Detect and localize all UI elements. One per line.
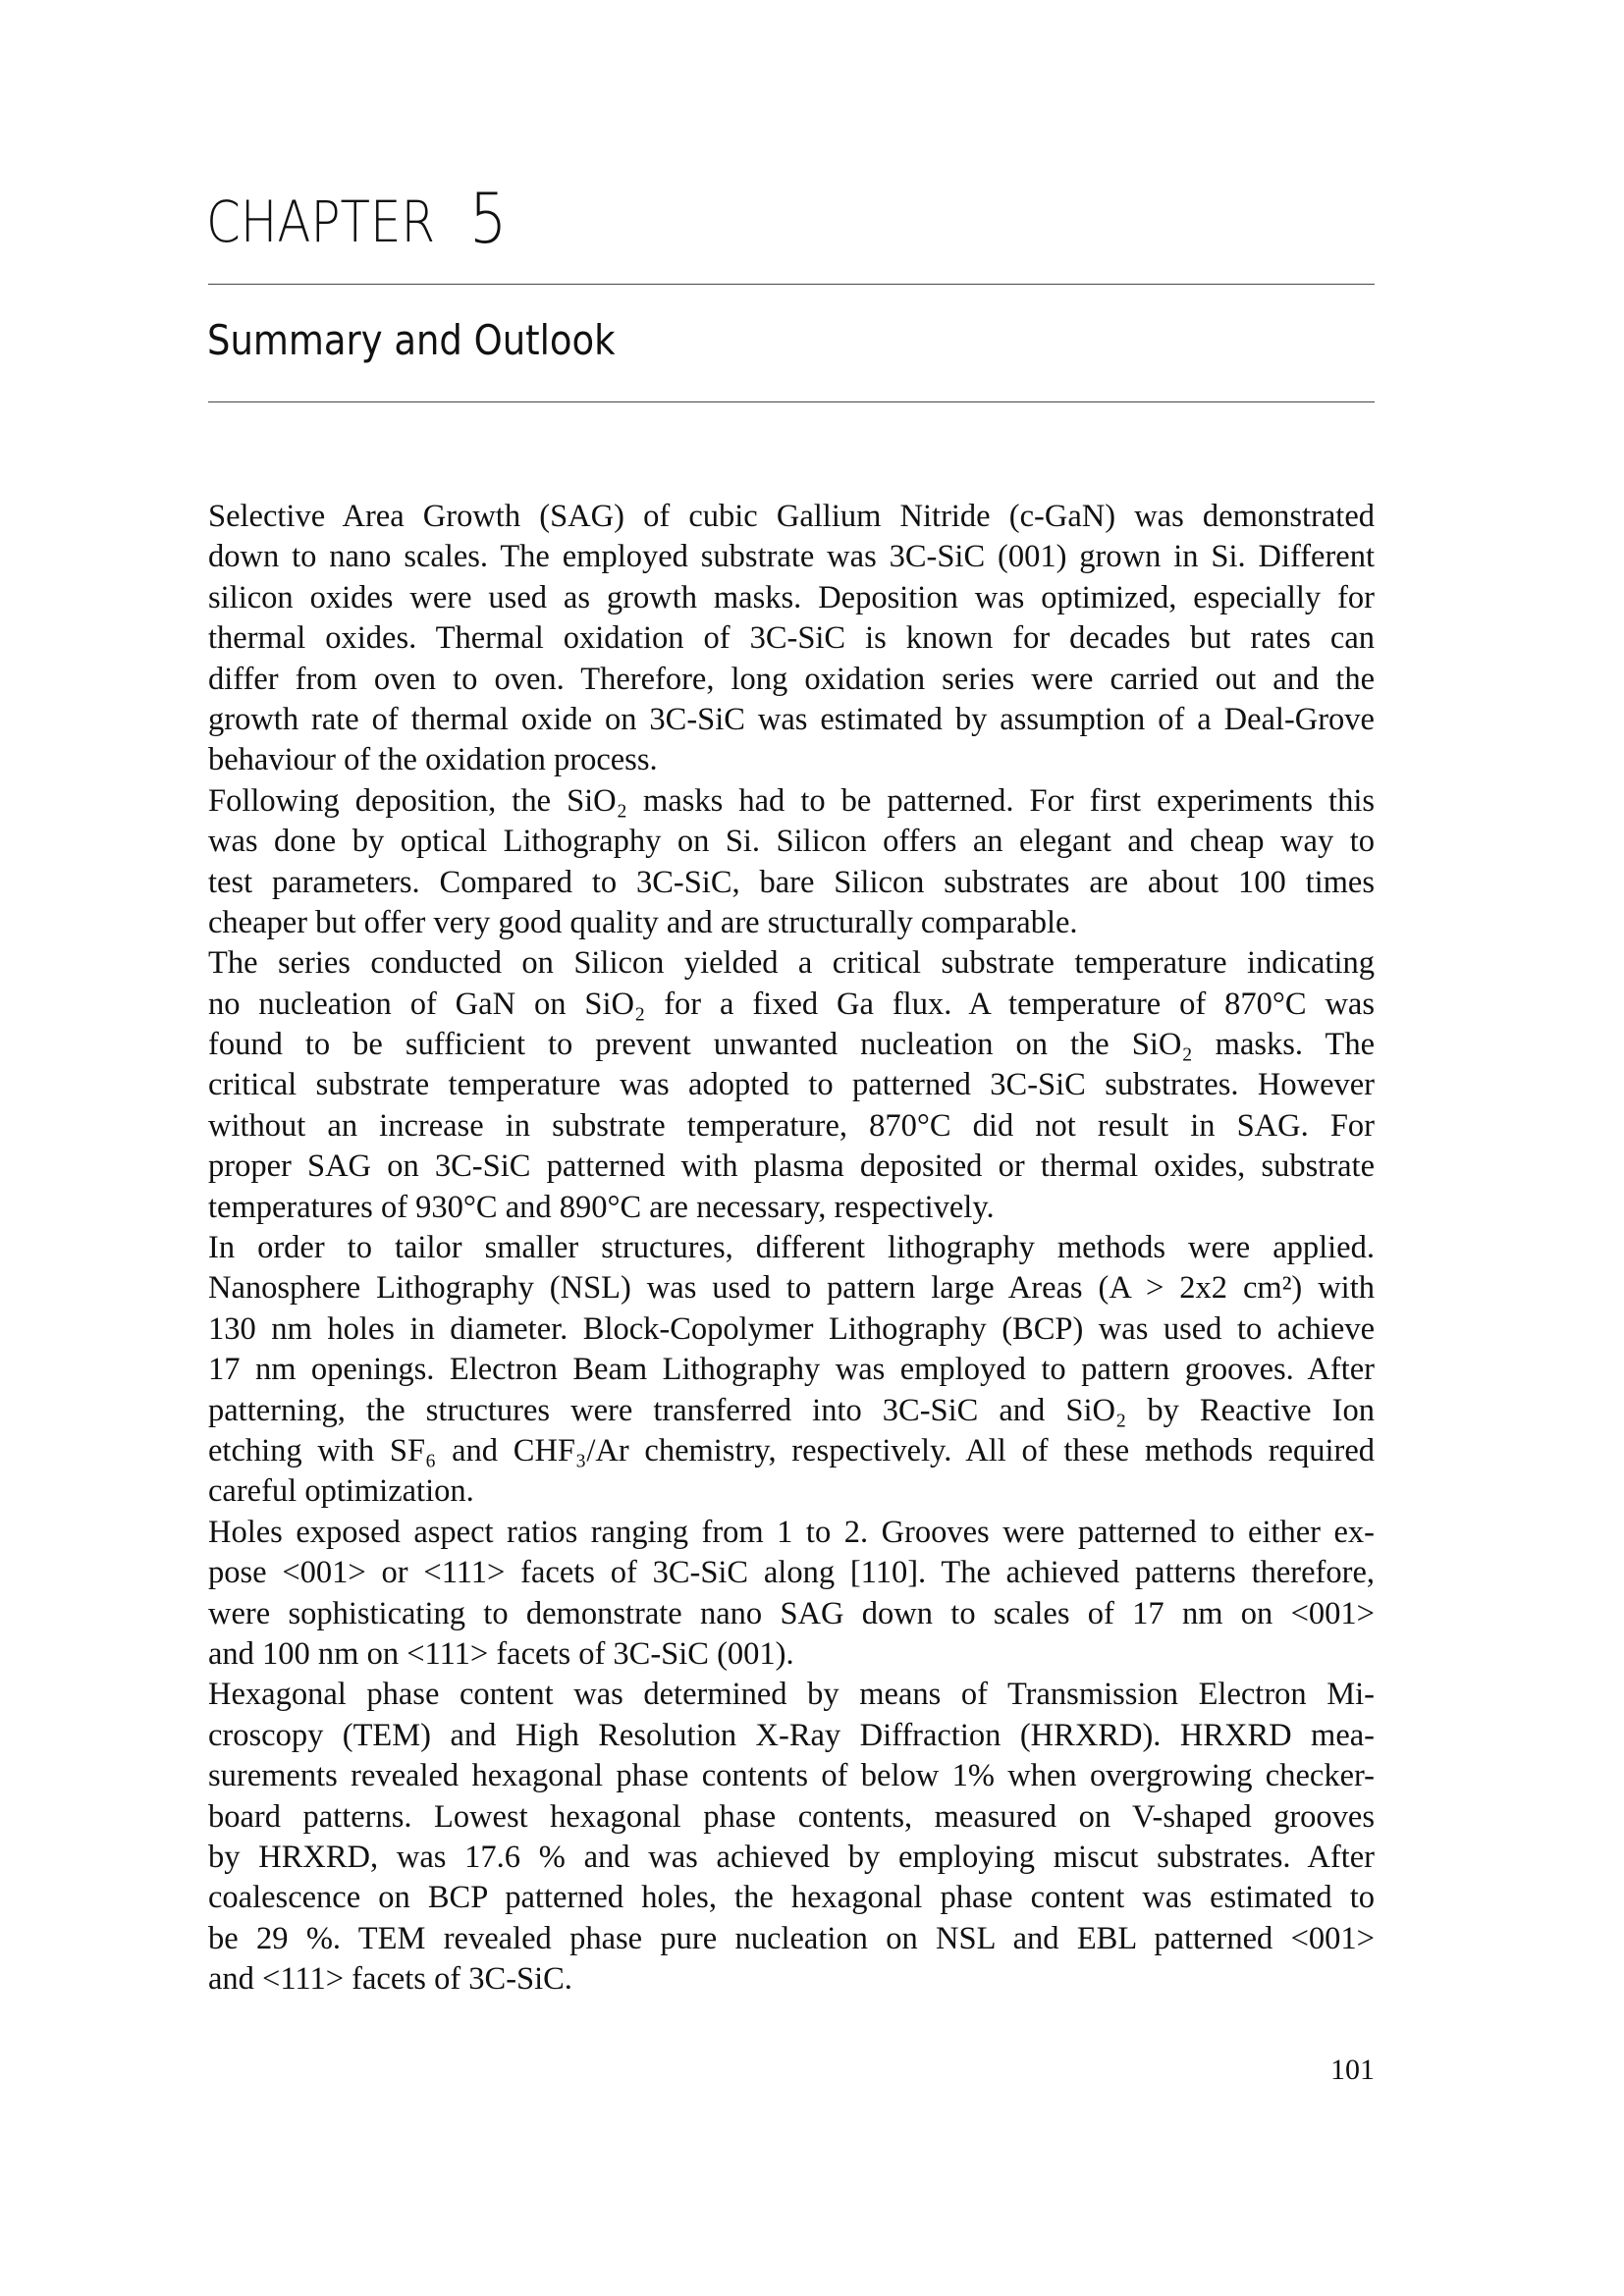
- text-line: pose <001> or <111> facets of 3C-SiC along [110]. The achieved patterns therefore,: [208, 1555, 1375, 1591]
- divider-top: [208, 284, 1375, 285]
- text-line: proper SAG on 3C-SiC patterned with plasma deposited or thermal oxides, substrate: [208, 1148, 1375, 1185]
- text-line: Following deposition, the SiO₂ masks had to be patterned. For first experiments this: [208, 782, 1375, 819]
- text-line: Selective Area Growth (SAG) of cubic Gallium Nitride (c-GaN) was demonstrated: [208, 499, 1375, 534]
- text-line: Hexagonal phase content was determined by means of Transmission Electron Mi-: [208, 1677, 1375, 1713]
- text-line: test parameters. Compared to 3C-SiC, bare Silicon substrates are about 100 times: [208, 864, 1375, 900]
- text-line: without an increase in substrate temperature, 870°C did not result in SAG. For: [208, 1107, 1375, 1144]
- text-line: found to be sufficient to prevent unwanted nucleation on the SiO₂ masks. The: [208, 1027, 1375, 1063]
- text-line: no nucleation of GaN on SiO₂ for a fixed Ga flux. A temperature of 870°C was: [208, 986, 1375, 1022]
- paragraph: [208, 943, 1375, 1228]
- chapter-number: 5: [469, 179, 508, 259]
- text-line: cheaper but offer very good quality and are structurally comparable.: [208, 904, 1078, 940]
- text-line: differ from oven to oven. Therefore, long oxidation series were carried out and the: [208, 661, 1375, 697]
- text-line: patterning, the structures were transferred into 3C-SiC and SiO₂ by Reactive Ion: [208, 1392, 1375, 1428]
- text-line: coalescence on BCP patterned holes, the hexagonal phase content was estimated to: [208, 1880, 1375, 1916]
- paragraph: [208, 1675, 1375, 2000]
- text-line: board patterns. Lowest hexagonal phase contents, measured on V-shaped grooves: [208, 1798, 1375, 1835]
- text-line: by HRXRD, was 17.6 % and was achieved by employing miscut substrates. After: [208, 1839, 1375, 1875]
- divider-bottom: [208, 401, 1375, 402]
- text-line: and 100 nm on <111> facets of 3C-SiC (001).: [208, 1635, 794, 1672]
- text-line: Nanosphere Lithography (NSL) was used to pattern large Areas (A > 2x2 cm²) with: [208, 1270, 1375, 1307]
- text-line: croscopy (TEM) and High Resolution X-Ray Diffraction (HRXRD). HRXRD mea-: [208, 1717, 1375, 1753]
- text-line: were sophisticating to demonstrate nano SAG down to scales of 17 nm on <001>: [208, 1595, 1375, 1631]
- body-text: [208, 497, 1375, 2000]
- text-line: silicon oxides were used as growth masks. Deposition was optimized, especially for: [208, 579, 1375, 615]
- chapter-title: Summary and Outlook: [207, 316, 616, 364]
- paragraph: [208, 781, 1375, 944]
- paragraph: [208, 497, 1375, 781]
- page-number: 101: [1330, 2054, 1375, 2086]
- text-line: surements revealed hexagonal phase contents of below 1% when overgrowing checker-: [208, 1758, 1375, 1794]
- text-line: and <111> facets of 3C-SiC.: [208, 1961, 572, 1998]
- chapter-heading: [206, 179, 508, 259]
- text-line: etching with SF₆ and CHF₃/Ar chemistry, respectively. All of these methods required: [208, 1432, 1375, 1468]
- text-line: critical substrate temperature was adopted to patterned 3C-SiC substrates. However: [208, 1067, 1375, 1103]
- paragraph: [208, 1513, 1375, 1676]
- chapter-label: CHAPTER: [206, 188, 436, 255]
- text-line: growth rate of thermal oxide on 3C-SiC was estimated by assumption of a Deal-Grove: [208, 701, 1375, 737]
- text-line: careful optimization.: [208, 1473, 474, 1510]
- text-line: temperatures of 930°C and 890°C are necessary, respectively.: [208, 1189, 995, 1225]
- text-line: was done by optical Lithography on Si. Silicon offers an elegant and cheap way to: [208, 824, 1375, 860]
- text-line: be 29 %. TEM revealed phase pure nucleation on NSL and EBL patterned <001>: [208, 1920, 1375, 1956]
- text-line: 17 nm openings. Electron Beam Lithography was employed to pattern grooves. After: [208, 1352, 1375, 1388]
- text-line: The series conducted on Silicon yielded a critical substrate temperature indicating: [208, 945, 1375, 982]
- text-line: down to nano scales. The employed substrate was 3C-SiC (001) grown in Si. Different: [208, 539, 1375, 575]
- text-line: 130 nm holes in diameter. Block-Copolymer Lithography (BCP) was used to achieve: [208, 1310, 1375, 1347]
- text-line: In order to tailor smaller structures, different lithography methods were applied.: [208, 1230, 1375, 1266]
- text-line: Holes exposed aspect ratios ranging from 1 to 2. Grooves were patterned to either ex-: [208, 1514, 1375, 1550]
- text-line: thermal oxides. Thermal oxidation of 3C-SiC is known for decades but rates can: [208, 620, 1375, 657]
- paragraph: [208, 1228, 1375, 1513]
- text-line: behaviour of the oxidation process.: [208, 742, 658, 778]
